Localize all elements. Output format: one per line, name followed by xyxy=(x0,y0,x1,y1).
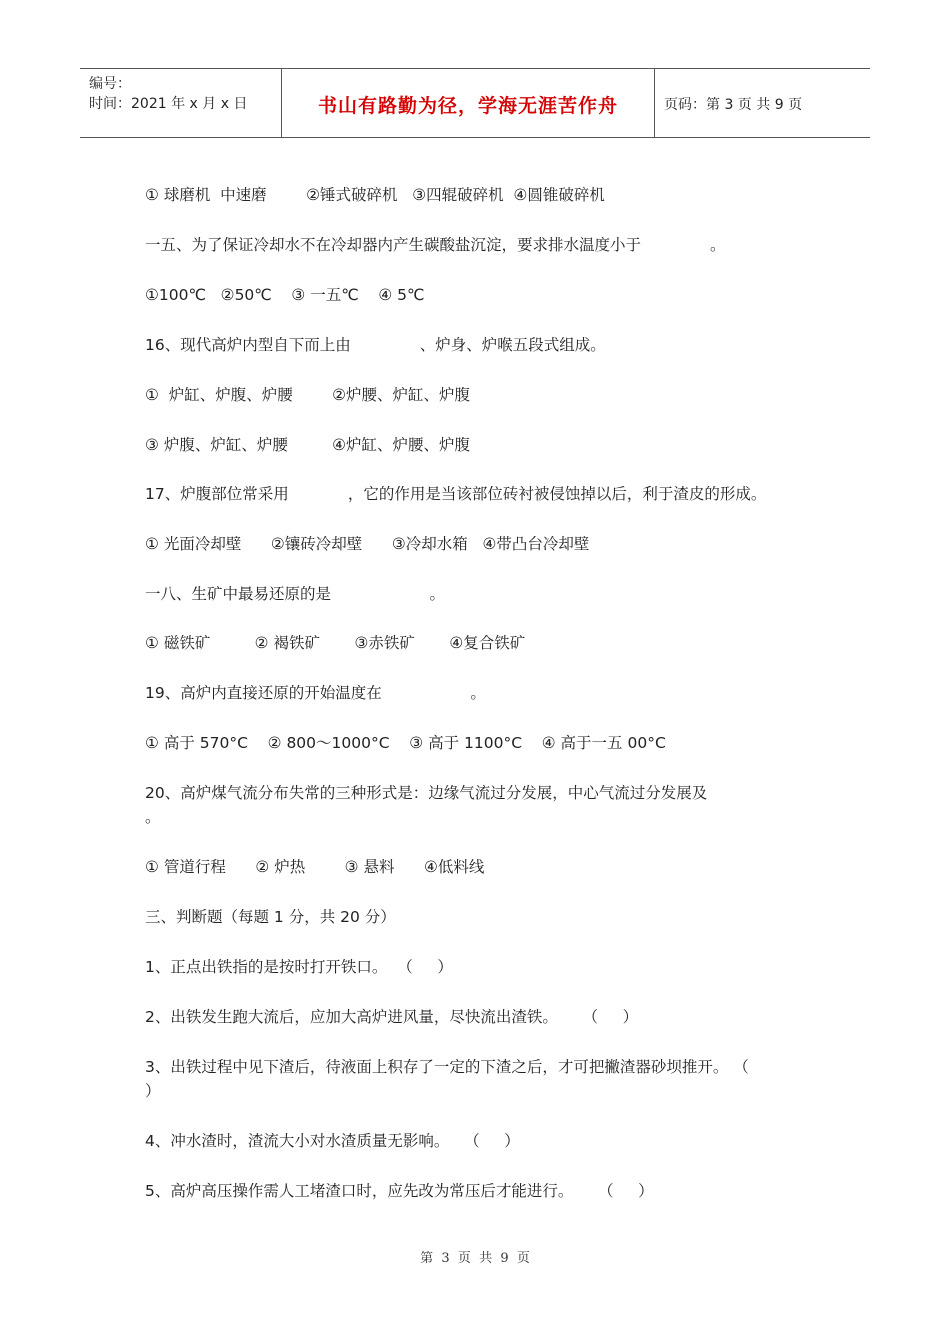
option-line: ① 磁铁矿 ② 褐铁矿 ③赤铁矿 ④复合铁矿 xyxy=(145,634,526,652)
judgment-item: 5、高炉高压操作需人工堵渣口时，应先改为常压后才能进行。 （ ） xyxy=(145,1182,654,1200)
question-line: 一八、生矿中最易还原的是 。 xyxy=(145,585,446,603)
page-code: 页码：第 3 页 共 9 页 xyxy=(664,97,803,113)
judgment-item: 3、出铁过程中见下渣后，待液面上积存了一定的下渣之后，才可把撇渣器砂坝推开。 （ xyxy=(145,1058,749,1076)
judgment-item: 4、冲水渣时，渣流大小对水渣质量无影响。 （ ） xyxy=(145,1132,520,1150)
question-line: 一五、为了保证冷却水不在冷却器内产生碳酸盐沉淀，要求排水温度小于 。 xyxy=(145,236,726,254)
header-info-cell xyxy=(80,69,282,137)
option-line: ① 管道行程 ② 炉热 ③ 悬料 ④低料线 xyxy=(145,858,485,876)
question-line: 17、炉腹部位常采用 ，它的作用是当该部位砖衬被侵蚀掉以后，利于渣皮的形成。 xyxy=(145,485,767,503)
section-heading: 三、判断题（每题 1 分，共 20 分） xyxy=(145,908,396,926)
page-footer: 第 3 页 共 9 页 xyxy=(420,1251,530,1266)
header-page-cell xyxy=(655,69,870,137)
option-line: ①100℃ ②50℃ ③ 一五℃ ④ 5℃ xyxy=(145,286,425,304)
option-line: ③ 炉腹、炉缸、炉腰 ④炉缸、炉腰、炉腹 xyxy=(145,436,471,454)
judgment-item-continuation: ） xyxy=(145,1082,161,1100)
option-line: ① 光面冷却壁 ②镶砖冷却壁 ③冷却水箱 ④带凸台冷却壁 xyxy=(145,535,590,553)
option-line: ① 球磨机 中速磨 ②锤式破碎机 ③四辊破碎机 ④圆锥破碎机 xyxy=(145,186,605,204)
number-label: 编号： xyxy=(89,76,131,92)
header-motto-cell xyxy=(282,69,655,137)
question-line-continuation: 。 xyxy=(145,808,161,826)
question-line: 16、现代高炉内型自下而上由 、炉身、炉喉五段式组成。 xyxy=(145,336,606,354)
judgment-item: 1、正点出铁指的是按时打开铁口。 （ ） xyxy=(145,958,453,976)
option-line: ① 高于 570°C ② 800～1000°C ③ 高于 1100°C ④ 高于一五 00°C xyxy=(145,734,666,752)
option-line: ① 炉缸、炉腹、炉腰 ②炉腰、炉缸、炉腹 xyxy=(145,386,471,404)
date-label: 时间：2021 年 x 月 x 日 xyxy=(89,96,248,112)
motto: 书山有路勤为径，学海无涯苦作舟 xyxy=(317,95,618,117)
page-header xyxy=(80,68,870,138)
judgment-item: 2、出铁发生跑大流后，应加大高炉进风量，尽快流出渣铁。 （ ） xyxy=(145,1008,639,1026)
question-line: 19、高炉内直接还原的开始温度在 。 xyxy=(145,684,486,702)
question-line: 20、高炉煤气流分布失常的三种形式是：边缘气流过分发展，中心气流过分发展及 xyxy=(145,784,708,802)
